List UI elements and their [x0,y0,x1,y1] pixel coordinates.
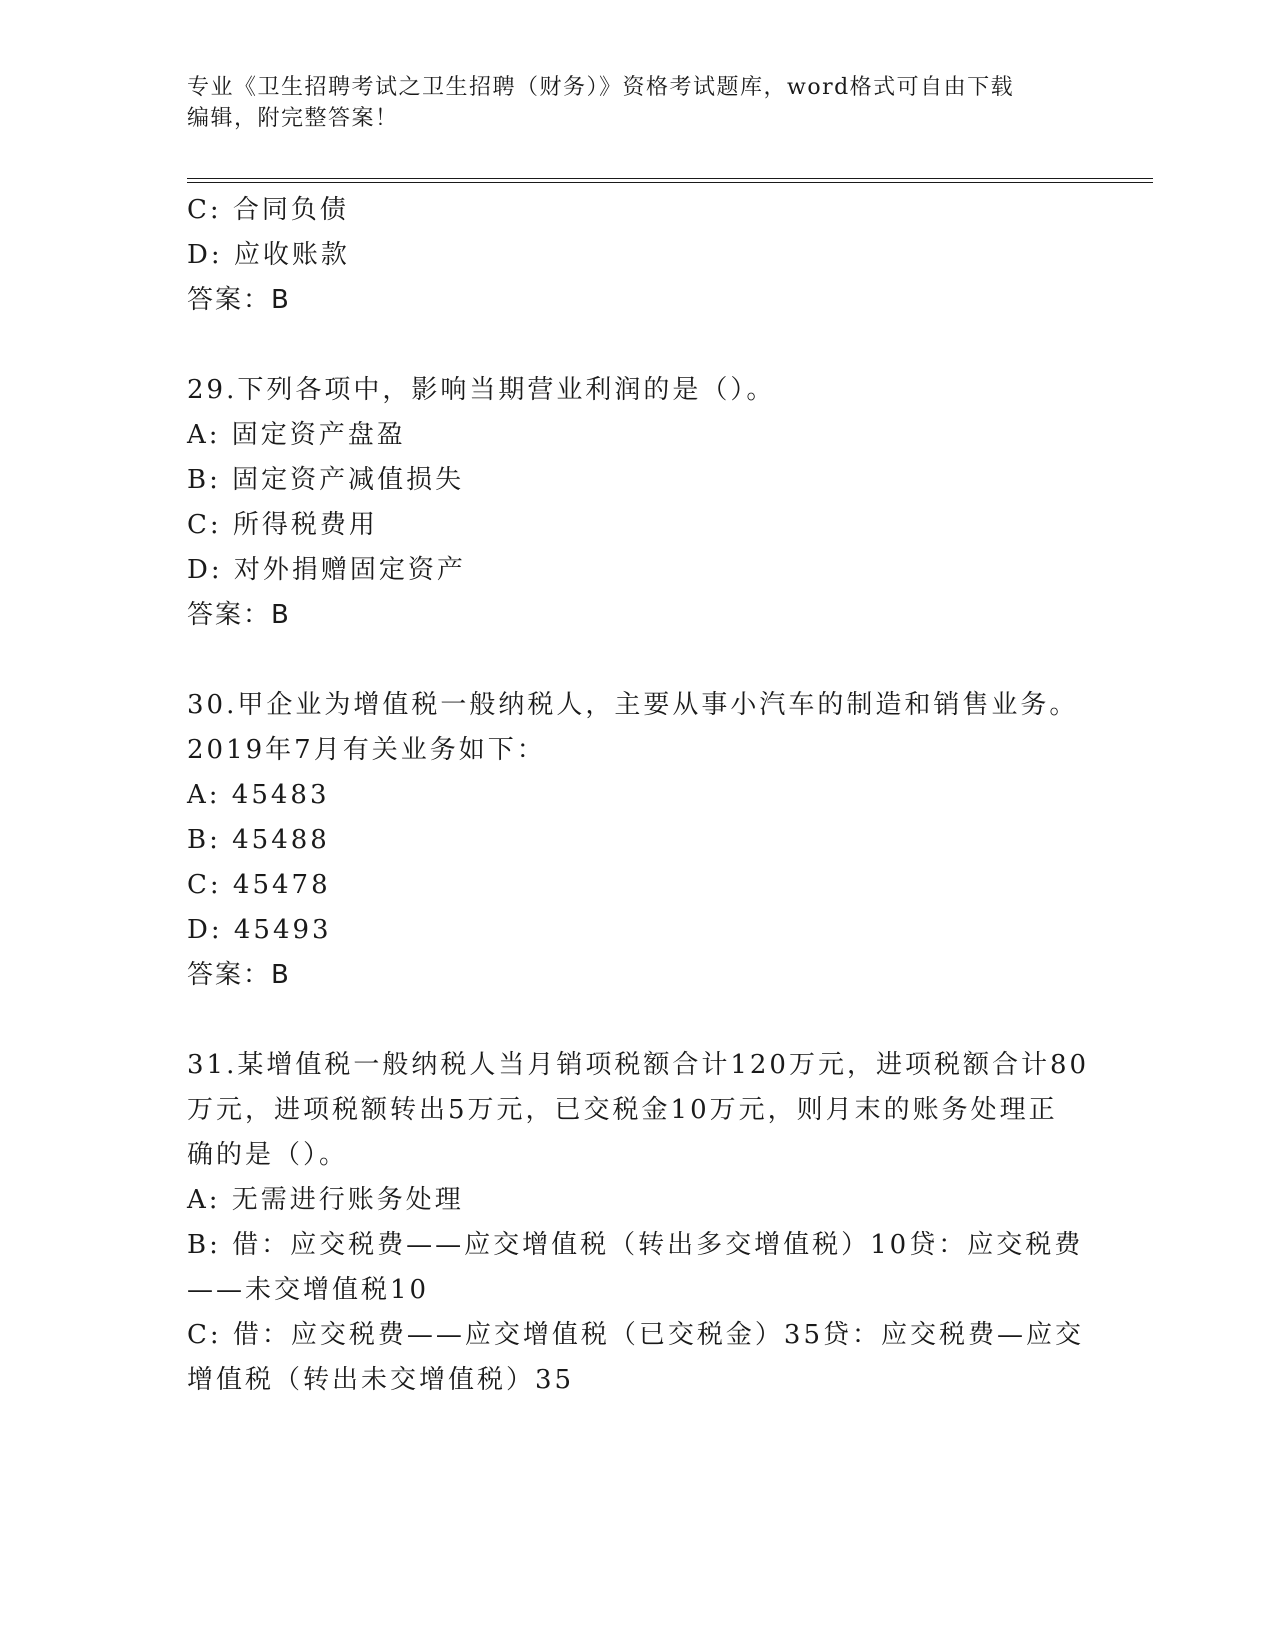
q29-option-d: D: 对外捐赠固定资产 [187,555,466,585]
q28-option-c: C: 合同负债 [187,195,349,225]
q29-stem: 29.下列各项中，影响当期营业利润的是（）。 [187,375,776,405]
q31-option-b-line-2: ——未交增值税10 [187,1275,430,1305]
q30-option-b: B: 45488 [187,825,330,855]
q29-answer: 答案：B [187,600,291,630]
q29-option-a: A: 固定资产盘盈 [187,420,406,450]
header-line-2: 编辑，附完整答案！ [187,106,399,131]
q30-option-c: C: 45478 [187,870,331,900]
header-divider-bottom [187,182,1153,183]
q30-option-a: A: 45483 [187,780,330,810]
q31-stem-line-3: 确的是（）。 [187,1140,349,1170]
q29-option-c: C: 所得税费用 [187,510,378,540]
q31-option-a: A: 无需进行账务处理 [187,1185,464,1215]
q31-option-c-line-2: 增值税（转出未交增值税）35 [187,1365,575,1395]
q30-stem-line-2: 2019年7月有关业务如下： [187,735,546,765]
q28-option-d: D: 应收账款 [187,240,350,270]
q31-stem-line-1: 31.某增值税一般纳税人当月销项税额合计120万元，进项税额合计80 [187,1050,1090,1080]
q30-stem-line-1: 30.甲企业为增值税一般纳税人，主要从事小汽车的制造和销售业务。 [187,690,1079,720]
q30-option-d: D: 45493 [187,915,332,945]
q31-stem-line-2: 万元，进项税额转出5万元，已交税金10万元，则月末的账务处理正 [187,1095,1058,1125]
q31-option-c-line-1: C: 借：应交税费——应交增值税（已交税金）35贷：应交税费—应交 [187,1320,1085,1350]
q29-option-b: B: 固定资产减值损失 [187,465,465,495]
header-divider-top [187,178,1153,179]
q31-option-b-line-1: B: 借：应交税费——应交增值税（转出多交增值税）10贷：应交税费 [187,1230,1084,1260]
q28-answer: 答案：B [187,285,291,315]
q30-answer: 答案：B [187,960,291,990]
document-header [187,72,1067,134]
header-line-1: 专业《卫生招聘考试之卫生招聘（财务）》资格考试题库，word格式可自由下载 [187,75,1015,100]
